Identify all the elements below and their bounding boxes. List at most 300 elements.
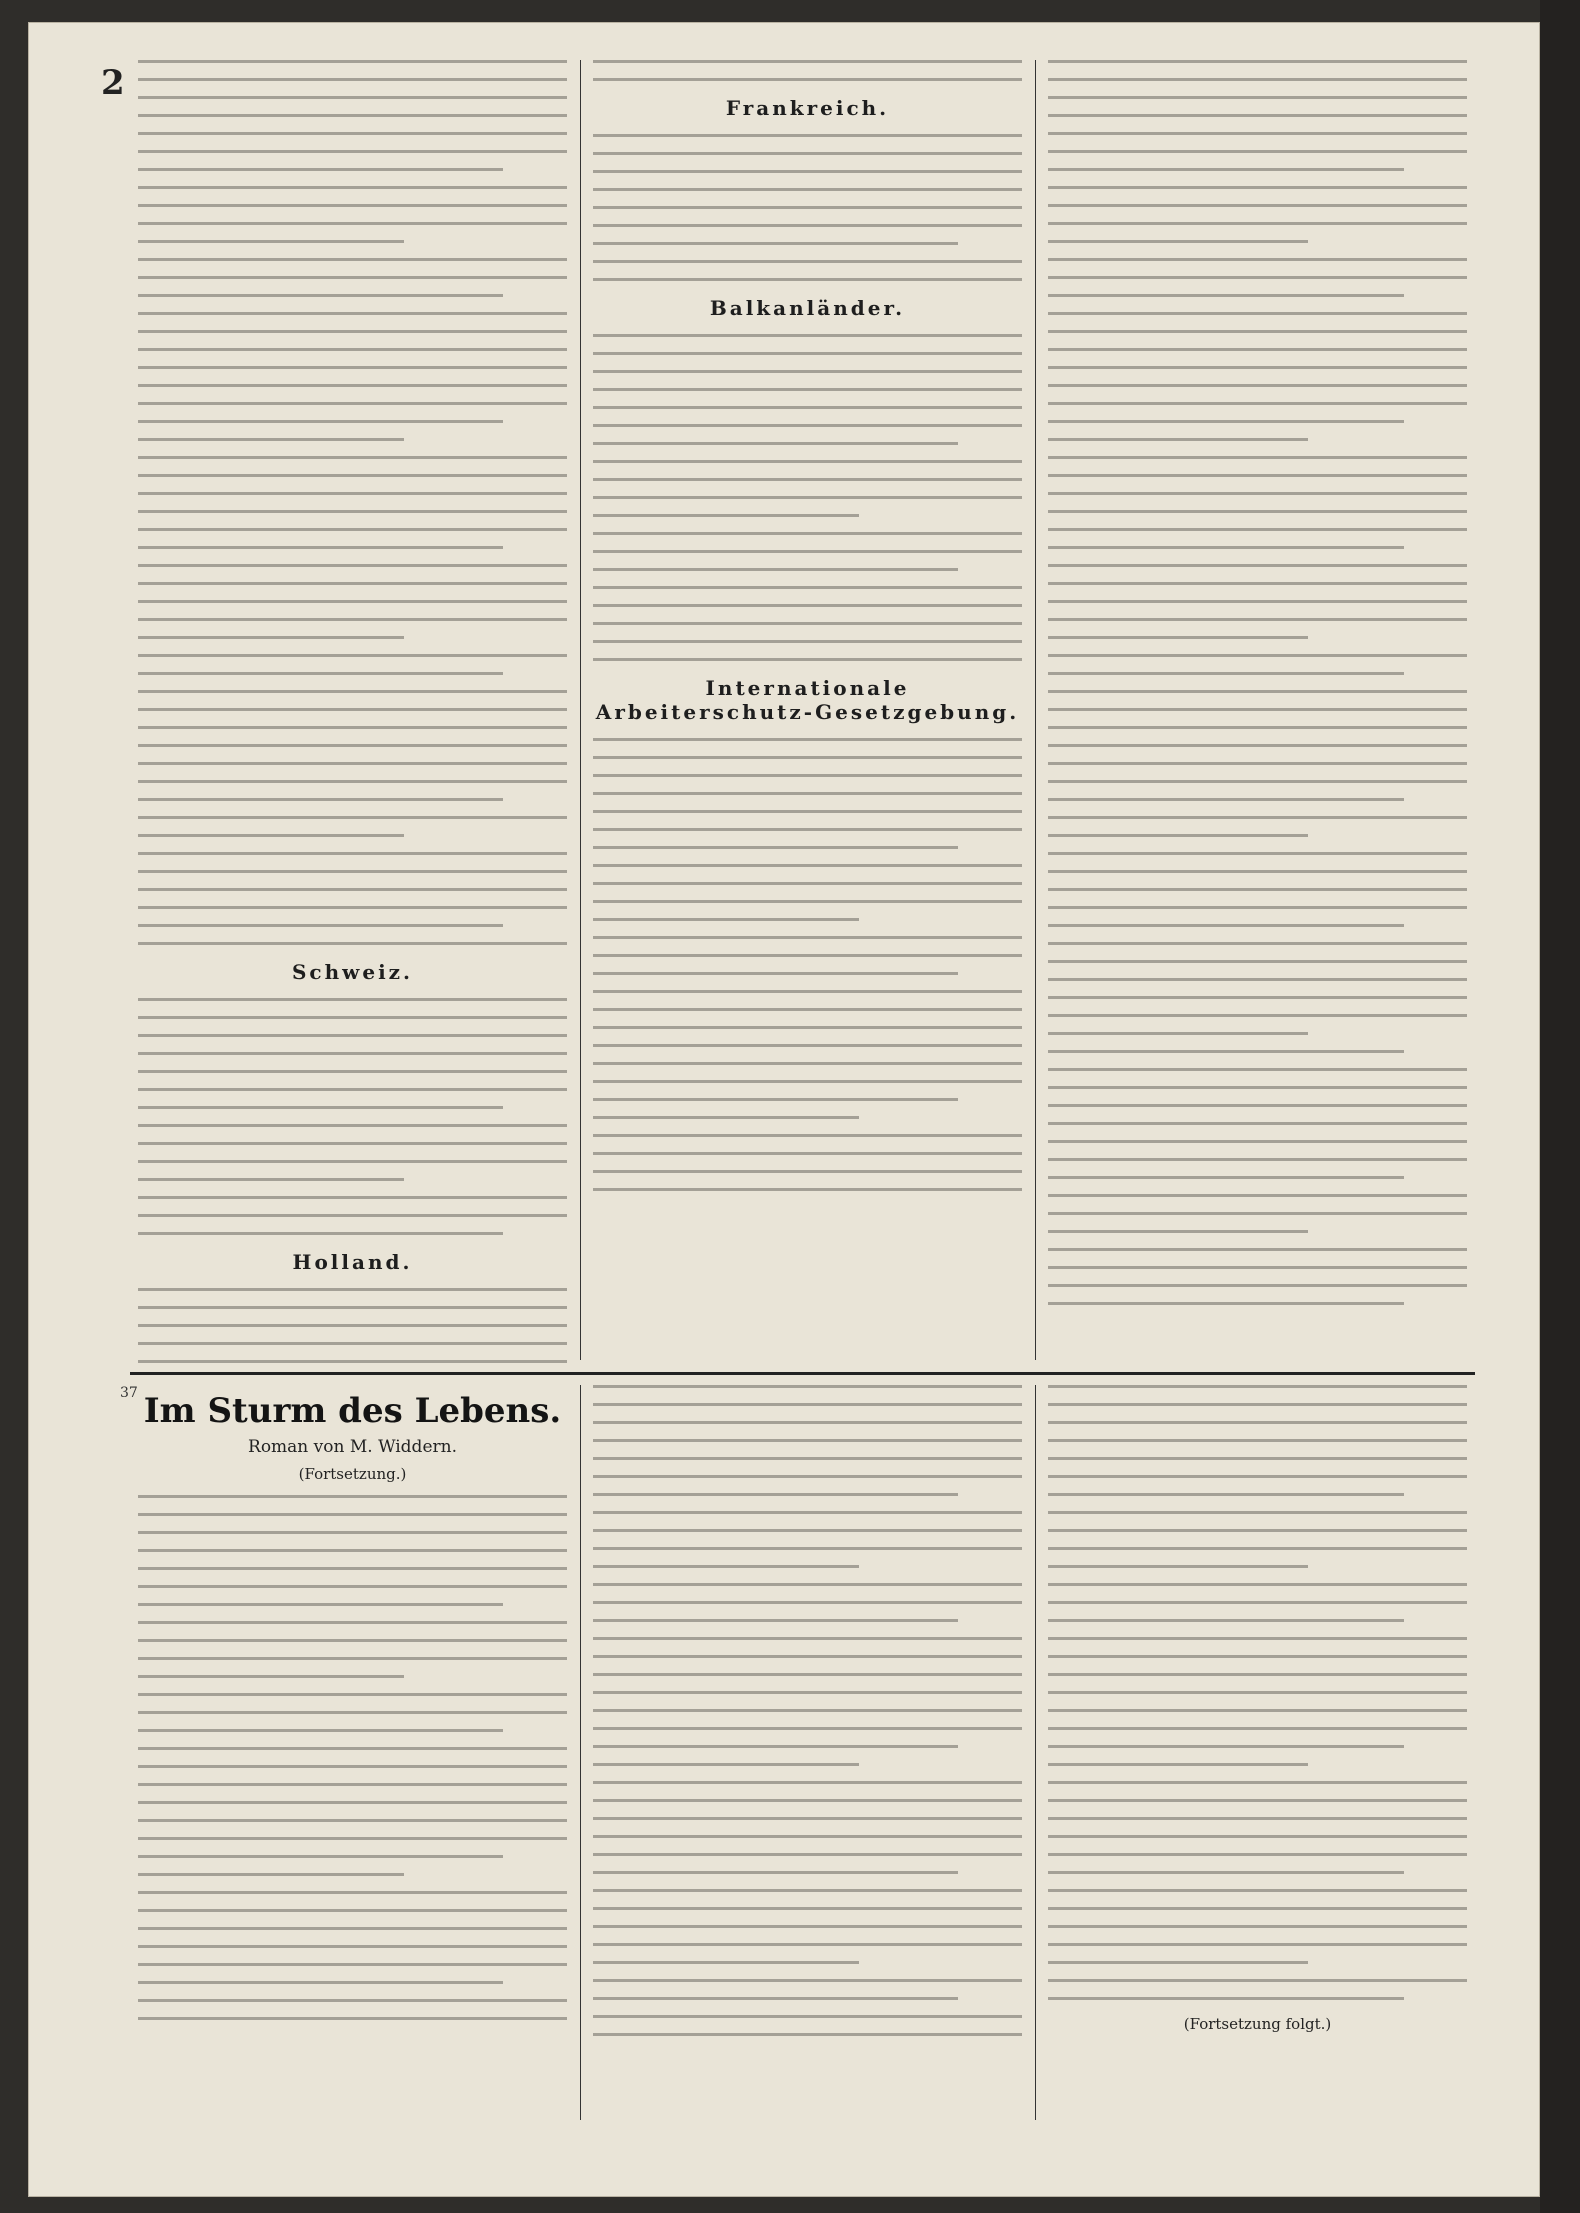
- text-line: [1048, 1583, 1467, 1586]
- text-line: [138, 78, 567, 81]
- text-line: [138, 672, 503, 675]
- text-line: [1048, 402, 1467, 405]
- text-line: [1048, 492, 1467, 495]
- text-line: [1048, 294, 1404, 297]
- text-line: [138, 1196, 567, 1199]
- text-line: [1048, 1032, 1308, 1035]
- section-heading-balkan: Balkanländer.: [709, 296, 906, 320]
- text-line: [1048, 1212, 1467, 1215]
- text-line: [138, 420, 503, 423]
- text-line: [138, 1088, 567, 1091]
- text-line: [1048, 1248, 1467, 1251]
- text-line: [1048, 1511, 1467, 1514]
- feuilleton-column-middle: [585, 1385, 1030, 2120]
- text-line: [593, 1925, 1022, 1928]
- text-line: [593, 260, 1022, 263]
- text-line: [1048, 1547, 1467, 1550]
- text-line: [593, 792, 1022, 795]
- scan-edge: [1540, 0, 1580, 2213]
- text-line: [593, 424, 1022, 427]
- text-line: [138, 942, 567, 945]
- text-line: [1048, 1194, 1467, 1197]
- text-line: [1048, 204, 1467, 207]
- text-line: [593, 1170, 1022, 1173]
- text-line: [593, 1385, 1022, 1388]
- text-line: [1048, 1745, 1404, 1748]
- page-number: 2: [101, 63, 125, 103]
- text-line: [593, 352, 1022, 355]
- text-line: [593, 442, 958, 445]
- text-line: [593, 864, 1022, 867]
- section-heading-holland: Holland.: [292, 1250, 413, 1274]
- text-line: [593, 1511, 1022, 1514]
- text-line: [1048, 420, 1404, 423]
- text-line: [138, 1999, 567, 2002]
- text-line: [1048, 114, 1467, 117]
- text-line: [1048, 1158, 1467, 1161]
- column-divider: [1035, 60, 1036, 1360]
- text-line: [1048, 276, 1467, 279]
- text-line: [138, 240, 404, 243]
- text-line: [593, 1709, 1022, 1712]
- text-line: [138, 1585, 567, 1588]
- text-line: [138, 150, 567, 153]
- text-line: [138, 816, 567, 819]
- feuilleton-text: [138, 1495, 567, 2020]
- text-line: [1048, 1403, 1467, 1406]
- text-line: [1048, 906, 1467, 909]
- text-line: [1048, 528, 1467, 531]
- text-line: [1048, 366, 1467, 369]
- text-line: [138, 258, 567, 261]
- text-line: [138, 96, 567, 99]
- feuilleton-end: (Fortsetzung folgt.): [1183, 2015, 1332, 2033]
- text-line: [1048, 1104, 1467, 1107]
- text-line: [1048, 1601, 1467, 1604]
- text-line: [138, 1513, 567, 1516]
- text-line: [593, 1475, 1022, 1478]
- text-line: [1048, 1302, 1404, 1305]
- text-line: [138, 690, 567, 693]
- text-line: [593, 388, 1022, 391]
- text-line: [1048, 456, 1467, 459]
- text-line: [138, 654, 567, 657]
- text-line: [593, 828, 1022, 831]
- text-line: [1048, 780, 1467, 783]
- text-line: [1048, 1266, 1467, 1269]
- text-line: [138, 564, 567, 567]
- text-line: [1048, 1122, 1467, 1125]
- text-line: [138, 492, 567, 495]
- feuilleton-text: [593, 1385, 1022, 2036]
- text-line: [138, 1495, 567, 1498]
- text-line: [593, 1080, 1022, 1083]
- text-line: [138, 798, 503, 801]
- text-line: [1048, 1997, 1404, 2000]
- feuilleton-rule: [130, 1372, 1475, 1375]
- column-divider: [580, 1385, 581, 2120]
- text-line: [138, 1052, 567, 1055]
- text-line: [1048, 132, 1467, 135]
- text-line: [138, 1837, 567, 1840]
- text-line: [1048, 1475, 1467, 1478]
- text-line: [593, 1907, 1022, 1910]
- text-line: [1048, 636, 1308, 639]
- text-line: [593, 1997, 958, 2000]
- feuilleton-number: 37: [120, 1385, 138, 1401]
- text-line: [138, 438, 404, 441]
- text-line: [1048, 1619, 1404, 1622]
- text-line: [593, 1403, 1022, 1406]
- text-line: [1048, 1763, 1308, 1766]
- text-line: [593, 1619, 958, 1622]
- text-line: [1048, 852, 1467, 855]
- text-line: [138, 1927, 567, 1930]
- text-line: [1048, 654, 1467, 657]
- text-line: [593, 242, 958, 245]
- text-line: [138, 636, 404, 639]
- text-line: [593, 1835, 1022, 1838]
- text-line: [593, 496, 1022, 499]
- text-line: [593, 60, 1022, 63]
- text-line: [138, 1124, 567, 1127]
- text-line: [138, 998, 567, 1001]
- text-line: [593, 738, 1022, 741]
- text-line: [593, 658, 1022, 661]
- text-line: [138, 1016, 567, 1019]
- feuilleton: [130, 1385, 1475, 2120]
- text-line: [138, 312, 567, 315]
- text-line: [1048, 222, 1467, 225]
- text-line: [593, 1655, 1022, 1658]
- text-line: [1048, 510, 1467, 513]
- text-line: [593, 1026, 1022, 1029]
- text-line: [593, 206, 1022, 209]
- text-line: [1048, 1889, 1467, 1892]
- text-line: [1048, 1068, 1467, 1071]
- text-line: [138, 1324, 567, 1327]
- text-line: [138, 780, 567, 783]
- column-middle: [585, 60, 1030, 1360]
- text-line: [138, 1306, 567, 1309]
- text-line: [593, 972, 958, 975]
- text-line: [138, 348, 567, 351]
- text-line: [138, 1693, 567, 1696]
- text-line: [138, 528, 567, 531]
- text-line: [138, 1178, 404, 1181]
- text-line: [1048, 96, 1467, 99]
- text-line: [593, 1763, 859, 1766]
- text-line: [1048, 1961, 1308, 1964]
- text-line: [138, 546, 503, 549]
- text-line: [593, 954, 1022, 957]
- text-line: [1048, 1817, 1467, 1820]
- text-line: [1048, 1421, 1467, 1424]
- text-line: [138, 600, 567, 603]
- text-line: [593, 406, 1022, 409]
- text-line: [1048, 618, 1467, 621]
- text-line: [138, 456, 567, 459]
- text-line: [593, 1817, 1022, 1820]
- text-line: [593, 900, 1022, 903]
- feuilleton-continued: (Fortsetzung.): [298, 1465, 407, 1483]
- text-line: [138, 1360, 567, 1363]
- text-line: [1048, 1230, 1308, 1233]
- text-line: [138, 60, 567, 63]
- text-line: [138, 1783, 567, 1786]
- column-middle-text: [593, 738, 1022, 1191]
- text-line: [138, 1549, 567, 1552]
- text-line: [1048, 240, 1308, 243]
- text-line: [138, 888, 567, 891]
- text-line: [138, 1531, 567, 1534]
- text-line: [593, 1673, 1022, 1676]
- text-line: [1048, 1727, 1467, 1730]
- text-line: [593, 1637, 1022, 1640]
- text-line: [1048, 186, 1467, 189]
- text-line: [138, 204, 567, 207]
- text-line: [593, 1188, 1022, 1191]
- text-line: [593, 134, 1022, 137]
- text-line: [593, 2015, 1022, 2018]
- text-line: [593, 550, 1022, 553]
- text-line: [593, 1439, 1022, 1442]
- text-line: [593, 1529, 1022, 1532]
- text-line: [1048, 816, 1467, 819]
- text-line: [593, 1098, 958, 1101]
- text-line: [1048, 384, 1467, 387]
- text-line: [138, 474, 567, 477]
- text-line: [138, 186, 567, 189]
- text-line: [138, 1675, 404, 1678]
- text-line: [593, 1961, 859, 1964]
- text-line: [593, 1583, 1022, 1586]
- text-line: [1048, 546, 1404, 549]
- text-line: [138, 1034, 567, 1037]
- feuilleton-column-left: [130, 1385, 575, 2120]
- text-line: [1048, 1709, 1467, 1712]
- text-line: [593, 990, 1022, 993]
- text-line: [593, 370, 1022, 373]
- text-line: [138, 1981, 503, 1984]
- text-line: [1048, 1050, 1404, 1053]
- text-line: [138, 330, 567, 333]
- text-line: [593, 1889, 1022, 1892]
- text-line: [593, 1044, 1022, 1047]
- text-line: [1048, 798, 1404, 801]
- text-line: [138, 114, 567, 117]
- text-line: [1048, 1853, 1467, 1856]
- text-line: [138, 222, 567, 225]
- feuilleton-text: [1048, 1385, 1467, 2000]
- text-line: [1048, 312, 1467, 315]
- text-line: [138, 366, 567, 369]
- text-line: [1048, 942, 1467, 945]
- text-line: [1048, 996, 1467, 999]
- text-line: [138, 1747, 567, 1750]
- text-line: [593, 1781, 1022, 1784]
- text-line: [1048, 690, 1467, 693]
- text-line: [1048, 1691, 1467, 1694]
- text-line: [138, 906, 567, 909]
- feuilleton-byline: Roman von M. Widdern.: [248, 1437, 457, 1457]
- text-line: [1048, 582, 1467, 585]
- text-line: [1048, 1979, 1467, 1982]
- text-line: [593, 334, 1022, 337]
- text-line: [1048, 1565, 1308, 1568]
- text-line: [593, 918, 859, 921]
- text-line: [1048, 150, 1467, 153]
- text-line: [593, 1457, 1022, 1460]
- text-line: [593, 478, 1022, 481]
- text-line: [138, 1342, 567, 1345]
- text-line: [593, 224, 1022, 227]
- text-line: [1048, 1673, 1467, 1676]
- text-line: [138, 1639, 567, 1642]
- text-line: [138, 1567, 567, 1570]
- text-line: [593, 1601, 1022, 1604]
- text-line: [593, 936, 1022, 939]
- text-line: [1048, 978, 1467, 981]
- text-line: [138, 1214, 567, 1217]
- text-line: [1048, 1086, 1467, 1089]
- text-line: [138, 1891, 567, 1894]
- text-line: [138, 726, 567, 729]
- text-line: [1048, 1781, 1467, 1784]
- text-line: [593, 774, 1022, 777]
- text-line: [138, 1160, 567, 1163]
- text-line: [1048, 870, 1467, 873]
- text-line: [138, 1070, 567, 1073]
- text-line: [593, 1493, 958, 1496]
- text-line: [1048, 168, 1404, 171]
- text-line: [593, 1943, 1022, 1946]
- text-line: [1048, 1457, 1467, 1460]
- text-line: [1048, 1871, 1404, 1874]
- text-line: [138, 1729, 503, 1732]
- text-line: [138, 834, 404, 837]
- text-line: [138, 1855, 503, 1858]
- news-columns: [130, 60, 1475, 1360]
- text-line: [138, 1106, 503, 1109]
- column-divider: [1035, 1385, 1036, 2120]
- section-heading-arbeiterschutz: Internationale Arbeiterschutz-Gesetzgebung.: [595, 676, 1020, 724]
- text-line: [138, 582, 567, 585]
- text-line: [1048, 1385, 1467, 1388]
- text-line: [593, 188, 1022, 191]
- text-line: [138, 708, 567, 711]
- text-line: [593, 460, 1022, 463]
- text-line: [1048, 78, 1467, 81]
- text-line: [593, 622, 1022, 625]
- text-line: [593, 1421, 1022, 1424]
- column-middle-text: [593, 134, 1022, 281]
- text-line: [1048, 888, 1467, 891]
- column-middle-text: [593, 334, 1022, 661]
- text-line: [138, 1873, 404, 1876]
- text-line: [1048, 348, 1467, 351]
- text-line: [138, 1621, 567, 1624]
- text-line: [1048, 726, 1467, 729]
- text-line: [138, 1765, 567, 1768]
- text-line: [138, 1945, 567, 1948]
- text-line: [593, 1116, 859, 1119]
- text-line: [138, 402, 567, 405]
- text-line: [138, 384, 567, 387]
- section-heading-frankreich: Frankreich.: [725, 96, 890, 120]
- text-line: [138, 1963, 567, 1966]
- text-line: [1048, 1176, 1404, 1179]
- text-line: [1048, 438, 1308, 441]
- text-line: [1048, 1835, 1467, 1838]
- text-line: [593, 1871, 958, 1874]
- text-line: [1048, 834, 1308, 837]
- text-line: [1048, 474, 1467, 477]
- text-line: [1048, 672, 1404, 675]
- text-line: [593, 846, 958, 849]
- text-line: [138, 1801, 567, 1804]
- text-line: [1048, 564, 1467, 567]
- column-left: [130, 60, 575, 1360]
- text-line: [1048, 924, 1404, 927]
- feuilleton-column-right: [1040, 1385, 1475, 2120]
- text-line: [1048, 1529, 1467, 1532]
- text-line: [593, 1062, 1022, 1065]
- text-line: [593, 1152, 1022, 1155]
- text-line: [138, 618, 567, 621]
- text-line: [1048, 1140, 1467, 1143]
- text-line: [593, 514, 859, 517]
- text-line: [593, 1853, 1022, 1856]
- text-line: [138, 294, 503, 297]
- text-line: [1048, 1943, 1467, 1946]
- text-line: [593, 532, 1022, 535]
- text-line: [138, 132, 567, 135]
- text-line: [138, 852, 567, 855]
- text-line: [138, 762, 567, 765]
- text-line: [593, 604, 1022, 607]
- text-line: [593, 1727, 1022, 1730]
- text-line: [1048, 60, 1467, 63]
- text-line: [593, 1799, 1022, 1802]
- text-line: [1048, 1655, 1467, 1658]
- text-line: [593, 152, 1022, 155]
- text-line: [593, 1134, 1022, 1137]
- text-line: [138, 1909, 567, 1912]
- text-line: [1048, 1907, 1467, 1910]
- text-line: [593, 1565, 859, 1568]
- text-line: [593, 1979, 1022, 1982]
- text-line: [593, 810, 1022, 813]
- text-line: [593, 170, 1022, 173]
- text-line: [1048, 960, 1467, 963]
- text-line: [593, 1547, 1022, 1550]
- text-line: [138, 1142, 567, 1145]
- column-left-text: [138, 60, 567, 945]
- text-line: [1048, 258, 1467, 261]
- text-line: [138, 1288, 567, 1291]
- text-line: [138, 1603, 503, 1606]
- column-right-text: [1048, 60, 1467, 1305]
- text-line: [1048, 1014, 1467, 1017]
- text-line: [1048, 330, 1467, 333]
- text-line: [138, 510, 567, 513]
- text-line: [593, 586, 1022, 589]
- column-middle-text: [593, 60, 1022, 81]
- text-line: [593, 568, 958, 571]
- text-line: [138, 276, 567, 279]
- text-line: [1048, 1637, 1467, 1640]
